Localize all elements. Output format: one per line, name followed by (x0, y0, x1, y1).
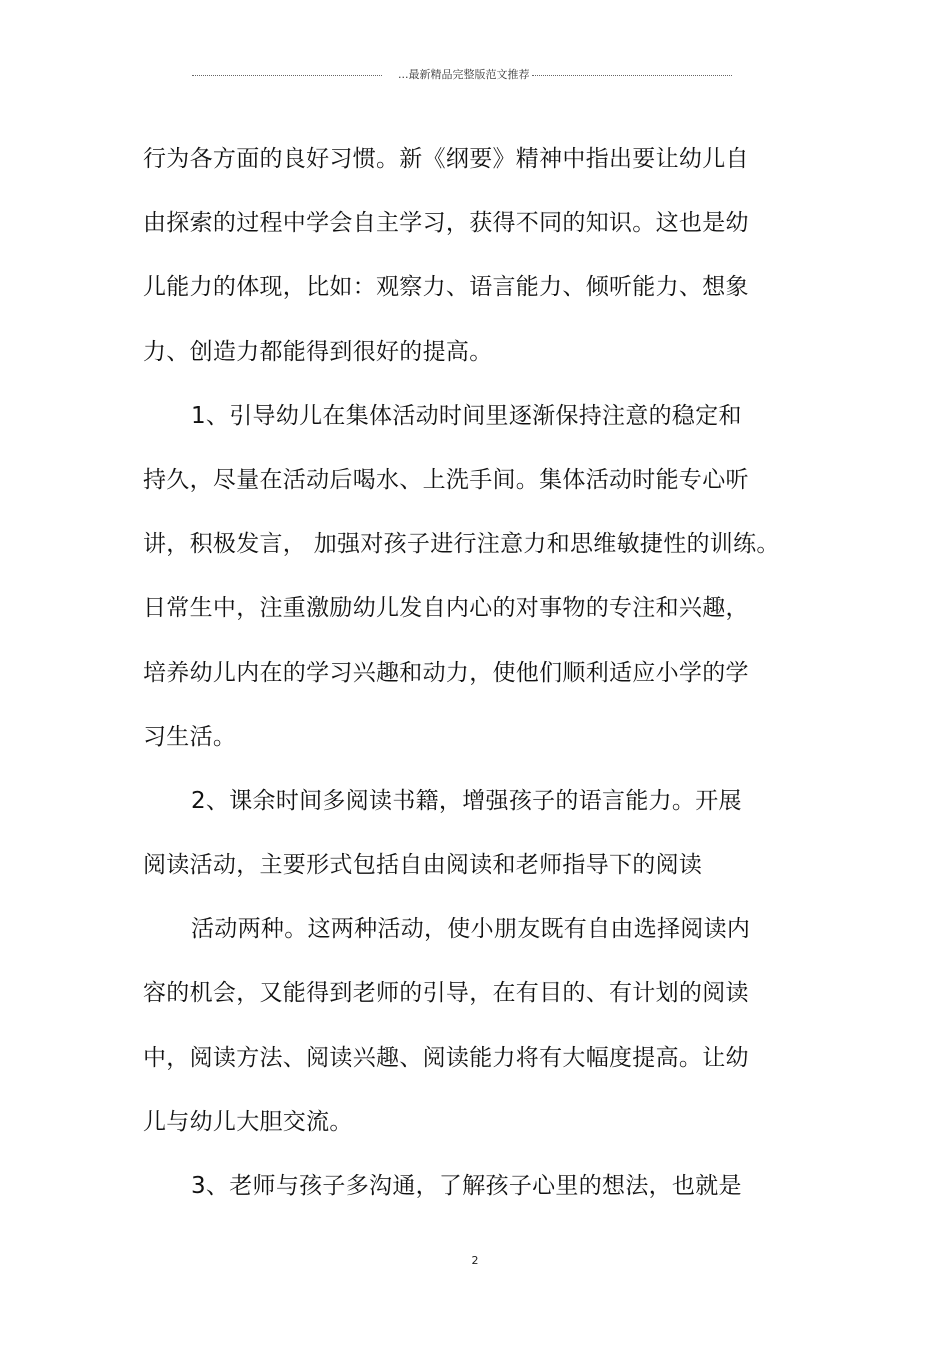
body-line: 行为各方面的良好习惯。新《纲要》精神中指出要让幼儿自 (143, 146, 749, 172)
running-header (192, 64, 732, 84)
document-body (143, 132, 793, 1223)
body-line: 力、创造力都能得到很好的提高。 (143, 338, 493, 365)
body-line: 2、课余时间多阅读书籍，增强孩子的语言能力。开展 (191, 787, 742, 814)
page-number: 2 (471, 1254, 479, 1267)
body-line: 由探索的过程中学会自主学习，获得不同的知识。这也是幼 (143, 210, 749, 237)
header-title: ...最新精品完整版范文推荐 (398, 68, 530, 81)
body-line: 中，阅读方法、阅读兴趣、阅读能力将有大幅度提高。让幼 (143, 1044, 749, 1071)
body-line: 3、老师与孩子多沟通，了解孩子心里的想法，也就是 (191, 1173, 742, 1199)
body-line: 培养幼儿内在的学习兴趣和动力，使他们顺利适应小学的学 (143, 659, 749, 686)
body-line: 讲，积极发言， 加强对孩子进行注意力和思维敏捷性的训练。 (143, 531, 780, 558)
body-line: 容的机会，又能得到老师的引导，在有目的、有计划的阅读 (143, 980, 749, 1007)
body-line: 习生活。 (143, 723, 237, 750)
header-dotted-rule-right (532, 75, 733, 76)
body-line: 儿能力的体现，比如：观察力、语言能力、倾听能力、想象 (143, 274, 749, 301)
body-line: 阅读活动，主要形式包括自由阅读和老师指导下的阅读 (143, 852, 703, 879)
body-line: 1、引导幼儿在集体活动时间里逐渐保持注意的稳定和 (191, 402, 742, 429)
body-line: 儿与幼儿大胆交流。 (143, 1108, 353, 1135)
header-dotted-rule-left (192, 75, 382, 76)
body-line: 持久，尽量在活动后喝水、上洗手间。集体活动时能专心听 (143, 466, 749, 493)
body-line: 活动两种。这两种活动，使小朋友既有自由选择阅读内 (191, 916, 751, 943)
body-line: 日常生中，注重激励幼儿发自内心的对事物的专注和兴趣， (143, 595, 749, 622)
